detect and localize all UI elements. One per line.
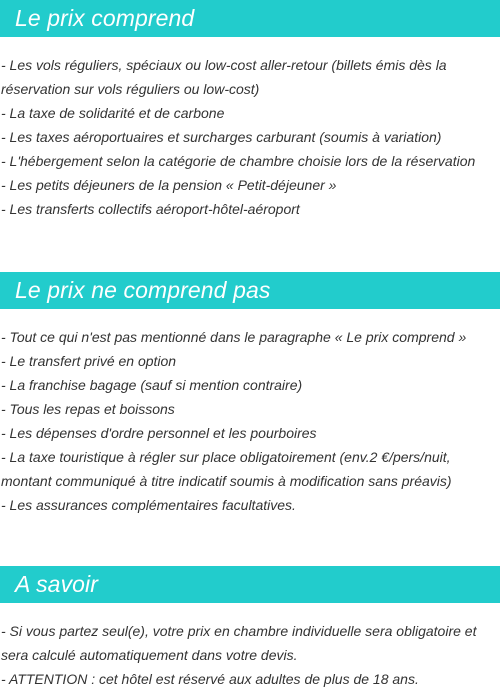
list-item: - Les taxes aéroportuaires et surcharges carburant (soumis à variation) [1,129,442,145]
list-item: - Les vols réguliers, spéciaux ou low-cost aller-retour (billets émis dès la réservation sur vols réguliers ou low-cost) [1,57,447,97]
section-title: Le prix comprend [15,5,195,31]
list-item: - La taxe touristique à régler sur place obligatoirement (env.2 €/pers/nuit, montant communiqué à titre indicatif soumis à modification sans préavis) [1,449,452,489]
section-list [0,37,500,221]
list-item: - ATTENTION : cet hôtel est réservé aux adultes de plus de 18 ans. [1,671,419,687]
list-item: - La franchise bagage (sauf si mention contraire) [1,377,303,393]
section-title: Le prix ne comprend pas [15,277,271,303]
section-banner [0,566,500,603]
list-item: - Tous les repas et boissons [1,401,175,417]
list-item: - Les dépenses d'ordre personnel et les pourboires [1,425,317,441]
section-banner [0,0,500,37]
list-item: - Les petits déjeuners de la pension « Petit-déjeuner » [1,177,337,193]
section-list [0,309,500,517]
section-a-savoir [0,566,500,691]
list-item: - Les transferts collectifs aéroport-hôtel-aéroport [1,201,300,217]
section-title: A savoir [15,571,99,597]
list-item: - L'hébergement selon la catégorie de chambre choisie lors de la réservation [1,153,476,169]
list-item: - Le transfert privé en option [1,353,177,369]
section-prix-ne-comprend-pas [0,272,500,517]
section-prix-comprend [0,0,500,221]
list-item: - Les assurances complémentaires facultatives. [1,497,296,513]
list-item: - Si vous partez seul(e), votre prix en chambre individuelle sera obligatoire et sera calculé automatiquement dans votre devis. [1,623,477,663]
section-list [0,603,500,691]
section-banner [0,272,500,309]
list-item: - Tout ce qui n'est pas mentionné dans le paragraphe « Le prix comprend » [1,329,467,345]
list-item: - La taxe de solidarité et de carbone [1,105,225,121]
